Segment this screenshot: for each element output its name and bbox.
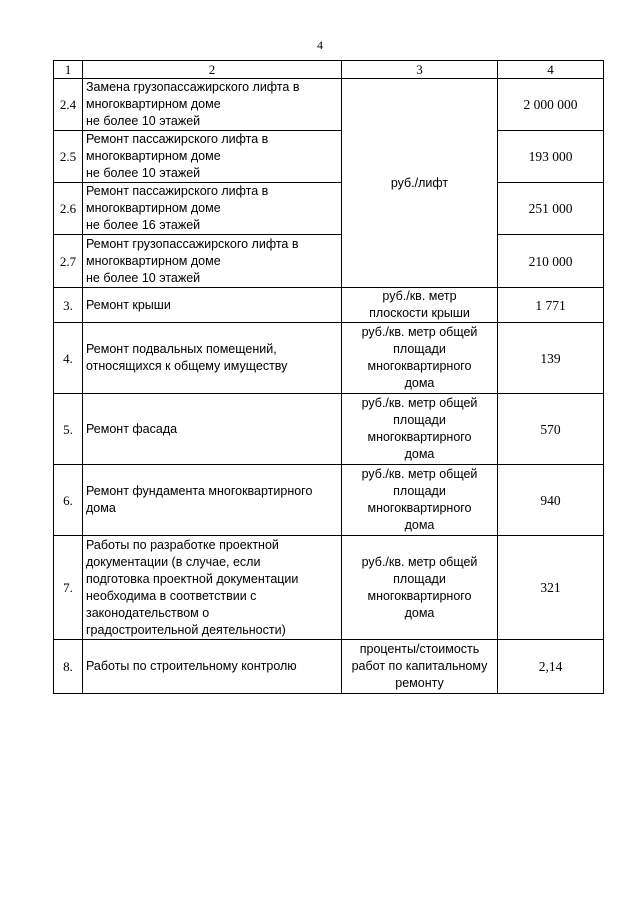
table-row — [54, 288, 604, 323]
table-row — [54, 131, 604, 183]
unit-cell: руб./кв. метр общей площади многоквартирного дома — [342, 536, 498, 640]
rate-value: 251 000 — [498, 183, 604, 235]
work-name: Работы по строительному контролю — [83, 640, 342, 694]
work-name: Ремонт фундамента многоквартирного дома — [83, 465, 342, 536]
unit-cell: проценты/стоимость работ по капитальному ремонту — [342, 640, 498, 694]
unit-cell: руб./кв. метр общей площади многоквартирного дома — [342, 323, 498, 394]
unit-cell: руб./кв. метр общей площади многоквартирного дома — [342, 394, 498, 465]
table-row — [54, 465, 604, 536]
rate-value: 1 771 — [498, 288, 604, 323]
table-row — [54, 79, 604, 131]
lift-unit: руб./лифт — [342, 79, 498, 288]
work-name: Работы по разработке проектной документации (в случае, если подготовка проектной документации необходима в соответствии с законодательством о градостроительной деятельности) — [83, 536, 342, 640]
work-name: Ремонт пассажирского лифта в многоквартирном доме не более 16 этажей — [83, 183, 342, 235]
work-name: Ремонт фасада — [83, 394, 342, 465]
rate-value: 193 000 — [498, 131, 604, 183]
table-row — [54, 323, 604, 394]
header-cell: 2 — [83, 61, 342, 79]
table-row — [54, 235, 604, 288]
row-number: 2.7 — [54, 235, 83, 288]
row-number: 2.4 — [54, 79, 83, 131]
table-row — [54, 640, 604, 694]
row-number: 7. — [54, 536, 83, 640]
header-cell: 4 — [498, 61, 604, 79]
row-number: 4. — [54, 323, 83, 394]
work-name: Ремонт пассажирского лифта в многоквартирном доме не более 10 этажей — [83, 131, 342, 183]
table-row — [54, 394, 604, 465]
row-number: 5. — [54, 394, 83, 465]
rate-value: 321 — [498, 536, 604, 640]
rates-table — [53, 60, 604, 694]
page-number: 4 — [317, 38, 323, 52]
header-cell: 1 — [54, 61, 83, 79]
row-number: 8. — [54, 640, 83, 694]
work-name: Ремонт крыши — [83, 288, 342, 323]
row-number: 2.6 — [54, 183, 83, 235]
rate-value: 210 000 — [498, 235, 604, 288]
work-name: Ремонт подвальных помещений, относящихся к общему имуществу — [83, 323, 342, 394]
rate-value: 570 — [498, 394, 604, 465]
header-cell: 3 — [342, 61, 498, 79]
work-name: Ремонт грузопассажирского лифта в многоквартирном доме не более 10 этажей — [83, 235, 342, 288]
unit-cell: руб./кв. метр плоскости крыши — [342, 288, 498, 323]
rate-value: 940 — [498, 465, 604, 536]
rate-value: 2,14 — [498, 640, 604, 694]
row-number: 2.5 — [54, 131, 83, 183]
unit-cell: руб./кв. метр общей площади многоквартирного дома — [342, 465, 498, 536]
table-header-row — [54, 61, 604, 79]
table-row — [54, 536, 604, 640]
row-number: 6. — [54, 465, 83, 536]
row-number: 3. — [54, 288, 83, 323]
work-name: Замена грузопассажирского лифта в многоквартирном доме не более 10 этажей — [83, 79, 342, 131]
rate-value: 2 000 000 — [498, 79, 604, 131]
rate-value: 139 — [498, 323, 604, 394]
table-row — [54, 183, 604, 235]
